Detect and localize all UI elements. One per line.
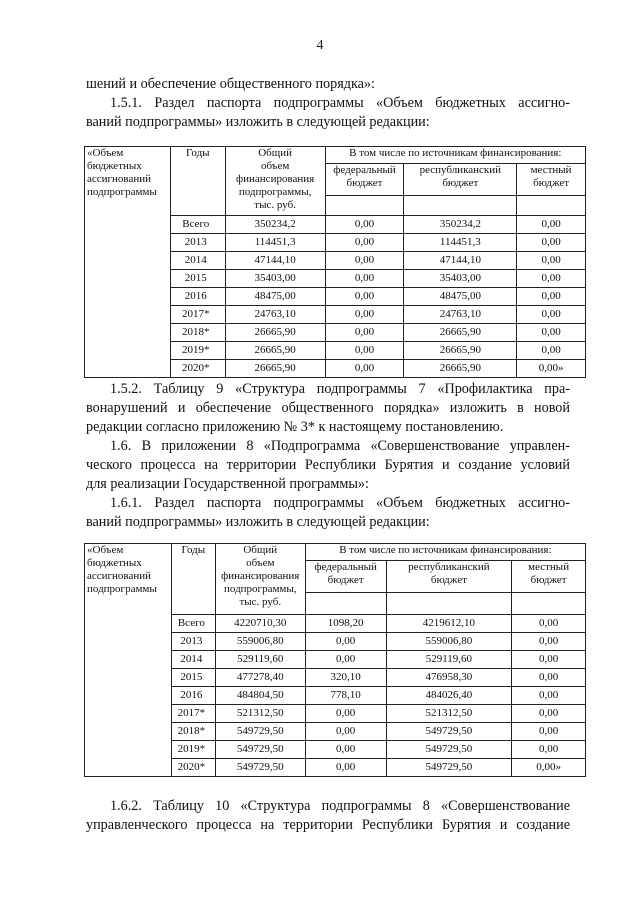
total-cell: 4220710,30	[215, 615, 305, 633]
total-cell: 477278,40	[215, 669, 305, 687]
total-cell: 26665,90	[225, 342, 325, 360]
year-cell: 2016	[170, 288, 225, 306]
year-cell: 2020*	[171, 759, 215, 777]
text-line: ваний подпрограммы» изложить в следующей редакции:	[86, 114, 430, 130]
total-cell: 26665,90	[225, 360, 325, 378]
header-line: подпрограммы,	[238, 186, 312, 198]
federal-cell: 0,00	[325, 342, 404, 360]
federal-cell: 0,00	[305, 723, 386, 741]
header-line: бюджет	[327, 574, 364, 586]
header-line: бюджет	[430, 574, 467, 586]
republic-cell: 4219612,10	[386, 615, 512, 633]
republic-cell: 26665,90	[404, 324, 517, 342]
republic-cell: 26665,90	[404, 360, 517, 378]
header-line: подпрограммы,	[224, 583, 297, 595]
header-line: бюджетных	[87, 160, 142, 172]
republic-cell: 24763,10	[404, 306, 517, 324]
header-line: Общий	[258, 147, 293, 159]
years-header: Годы	[171, 544, 215, 615]
volume-label-cell	[85, 544, 172, 777]
federal-header	[305, 561, 386, 593]
federal-cell: 778,10	[305, 687, 386, 705]
header-line: федеральный	[314, 561, 377, 573]
text-line: 1.6. В приложении 8 «Подпрограмма «Совершенствование управлен-	[110, 438, 570, 454]
federal-cell: 0,00	[325, 270, 404, 288]
header-line: тыс. руб.	[254, 199, 296, 211]
federal-cell: 0,00	[325, 288, 404, 306]
local-cell: 0,00	[517, 306, 586, 324]
republic-cell: 559006,80	[386, 633, 512, 651]
local-cell: 0,00»	[517, 360, 586, 378]
total-header	[215, 544, 305, 615]
year-cell: 2017*	[171, 705, 215, 723]
republic-cell: 549729,50	[386, 741, 512, 759]
year-cell: 2016	[171, 687, 215, 705]
header-line: местный	[528, 561, 570, 573]
federal-cell: 0,00	[325, 252, 404, 270]
republic-cell: 521312,50	[386, 705, 512, 723]
year-cell: 2014	[170, 252, 225, 270]
local-cell: 0,00	[512, 687, 586, 705]
republic-header	[404, 164, 517, 196]
intro-paragraph	[86, 75, 570, 132]
total-cell: 529119,60	[215, 651, 305, 669]
federal-cell: 0,00	[305, 759, 386, 777]
header-line: бюджет	[442, 177, 479, 189]
local-cell: 0,00	[517, 234, 586, 252]
middle-paragraphs	[86, 380, 570, 532]
header-line: объем	[260, 160, 290, 172]
republic-cell: 529119,60	[386, 651, 512, 669]
local-cell: 0,00	[512, 615, 586, 633]
page-number: 4	[316, 38, 324, 53]
header-line: ассигнований	[87, 173, 152, 185]
header-line: бюджет	[533, 177, 570, 189]
total-cell: 350234,2	[225, 216, 325, 234]
budget-table-1	[84, 146, 586, 378]
federal-cell: 0,00	[325, 324, 404, 342]
local-cell: 0,00»	[512, 759, 586, 777]
republic-cell: 47144,10	[404, 252, 517, 270]
federal-cell: 0,00	[325, 234, 404, 252]
local-cell: 0,00	[517, 252, 586, 270]
total-cell: 114451,3	[225, 234, 325, 252]
republic-cell: 549729,50	[386, 759, 512, 777]
total-cell: 24763,10	[225, 306, 325, 324]
total-cell: 559006,80	[215, 633, 305, 651]
text-line: для реализации Государственной программы»:	[86, 476, 369, 492]
total-cell: 484804,50	[215, 687, 305, 705]
header-line: финансирования	[221, 570, 300, 582]
local-cell: 0,00	[512, 705, 586, 723]
total-cell: 47144,10	[225, 252, 325, 270]
text-line: шений и обеспечение общественного порядка»:	[86, 76, 375, 92]
text-line: ваний подпрограммы» изложить в следующей редакции:	[86, 514, 430, 530]
text-line: редакции согласно приложению № 3* к настоящему постановлению.	[86, 419, 504, 435]
header-line: «Объем	[87, 147, 124, 159]
year-cell: 2014	[171, 651, 215, 669]
years-header: Годы	[170, 147, 225, 216]
federal-header	[325, 164, 404, 196]
total-header	[225, 147, 325, 216]
federal-cell: 0,00	[305, 705, 386, 723]
header-line: республиканский	[419, 164, 502, 176]
text-line: 1.5.2. Таблицу 9 «Структура подпрограммы 7 «Профилактика пра-	[110, 381, 570, 397]
republic-cell: 549729,50	[386, 723, 512, 741]
republic-cell: 48475,00	[404, 288, 517, 306]
republic-header	[386, 561, 512, 593]
header-line: местный	[530, 164, 572, 176]
header-line: бюджет	[530, 574, 567, 586]
local-header	[517, 164, 586, 196]
text-line: 1.6.2. Таблицу 10 «Структура подпрограммы 8 «Совершенствование	[110, 798, 570, 814]
header-line: тыс. руб.	[239, 596, 282, 608]
header-line: федеральный	[333, 164, 396, 176]
year-cell: 2017*	[170, 306, 225, 324]
text-line: вонарушений и обеспечение общественного порядка» изложить в новой	[86, 400, 570, 416]
year-cell: Всего	[170, 216, 225, 234]
text-line: 1.5.1. Раздел паспорта подпрограммы «Объем бюджетных ассигно-	[110, 95, 570, 111]
total-cell: 549729,50	[215, 759, 305, 777]
total-cell: 549729,50	[215, 741, 305, 759]
local-header	[512, 561, 586, 593]
total-cell: 26665,90	[225, 324, 325, 342]
local-cell: 0,00	[517, 270, 586, 288]
local-cell: 0,00	[512, 669, 586, 687]
local-cell: 0,00	[517, 342, 586, 360]
local-cell: 0,00	[512, 723, 586, 741]
federal-cell: 0,00	[325, 360, 404, 378]
local-cell: 0,00	[517, 288, 586, 306]
republic-cell: 114451,3	[404, 234, 517, 252]
header-line: бюджет	[346, 177, 383, 189]
budget-table-2	[84, 543, 586, 777]
republic-cell: 484026,40	[386, 687, 512, 705]
year-cell: 2020*	[170, 360, 225, 378]
federal-cell: 1098,20	[305, 615, 386, 633]
header-line: подпрограммы	[87, 583, 157, 595]
total-cell: 48475,00	[225, 288, 325, 306]
header-line: Общий	[243, 544, 278, 556]
header-line: финансирования	[236, 173, 315, 185]
federal-cell: 0,00	[325, 306, 404, 324]
federal-cell: 0,00	[305, 651, 386, 669]
text-line: 1.6.1. Раздел паспорта подпрограммы «Объем бюджетных ассигно-	[110, 495, 570, 511]
year-cell: 2013	[171, 633, 215, 651]
local-cell: 0,00	[517, 216, 586, 234]
header-line: объем	[246, 557, 275, 569]
year-cell: 2015	[171, 669, 215, 687]
year-cell: Всего	[171, 615, 215, 633]
year-cell: 2013	[170, 234, 225, 252]
year-cell: 2018*	[170, 324, 225, 342]
text-line: ческого процесса на территории Республики Бурятия и создание условий	[86, 457, 570, 473]
volume-label-cell	[85, 147, 171, 378]
federal-cell: 0,00	[305, 633, 386, 651]
federal-cell: 0,00	[305, 741, 386, 759]
local-cell: 0,00	[512, 633, 586, 651]
local-cell: 0,00	[512, 651, 586, 669]
republic-cell: 35403,00	[404, 270, 517, 288]
closing-paragraph	[86, 797, 570, 835]
header-line: ассигнований	[87, 570, 152, 582]
federal-cell: 320,10	[305, 669, 386, 687]
year-cell: 2018*	[171, 723, 215, 741]
header-line: республиканский	[408, 561, 490, 573]
republic-cell: 26665,90	[404, 342, 517, 360]
republic-cell: 350234,2	[404, 216, 517, 234]
year-cell: 2015	[170, 270, 225, 288]
total-cell: 35403,00	[225, 270, 325, 288]
local-cell: 0,00	[512, 741, 586, 759]
sources-header: В том числе по источникам финансирования:	[305, 544, 585, 561]
federal-cell: 0,00	[325, 216, 404, 234]
republic-cell: 476958,30	[386, 669, 512, 687]
total-cell: 549729,50	[215, 723, 305, 741]
sources-header: В том числе по источникам финансирования:	[325, 147, 585, 164]
header-line: «Объем	[87, 544, 124, 556]
local-cell: 0,00	[517, 324, 586, 342]
year-cell: 2019*	[171, 741, 215, 759]
header-line: подпрограммы	[87, 186, 157, 198]
total-cell: 521312,50	[215, 705, 305, 723]
header-line: бюджетных	[87, 557, 142, 569]
year-cell: 2019*	[170, 342, 225, 360]
text-line: управленческого процесса на территории Республики Бурятия и создание	[86, 817, 570, 833]
